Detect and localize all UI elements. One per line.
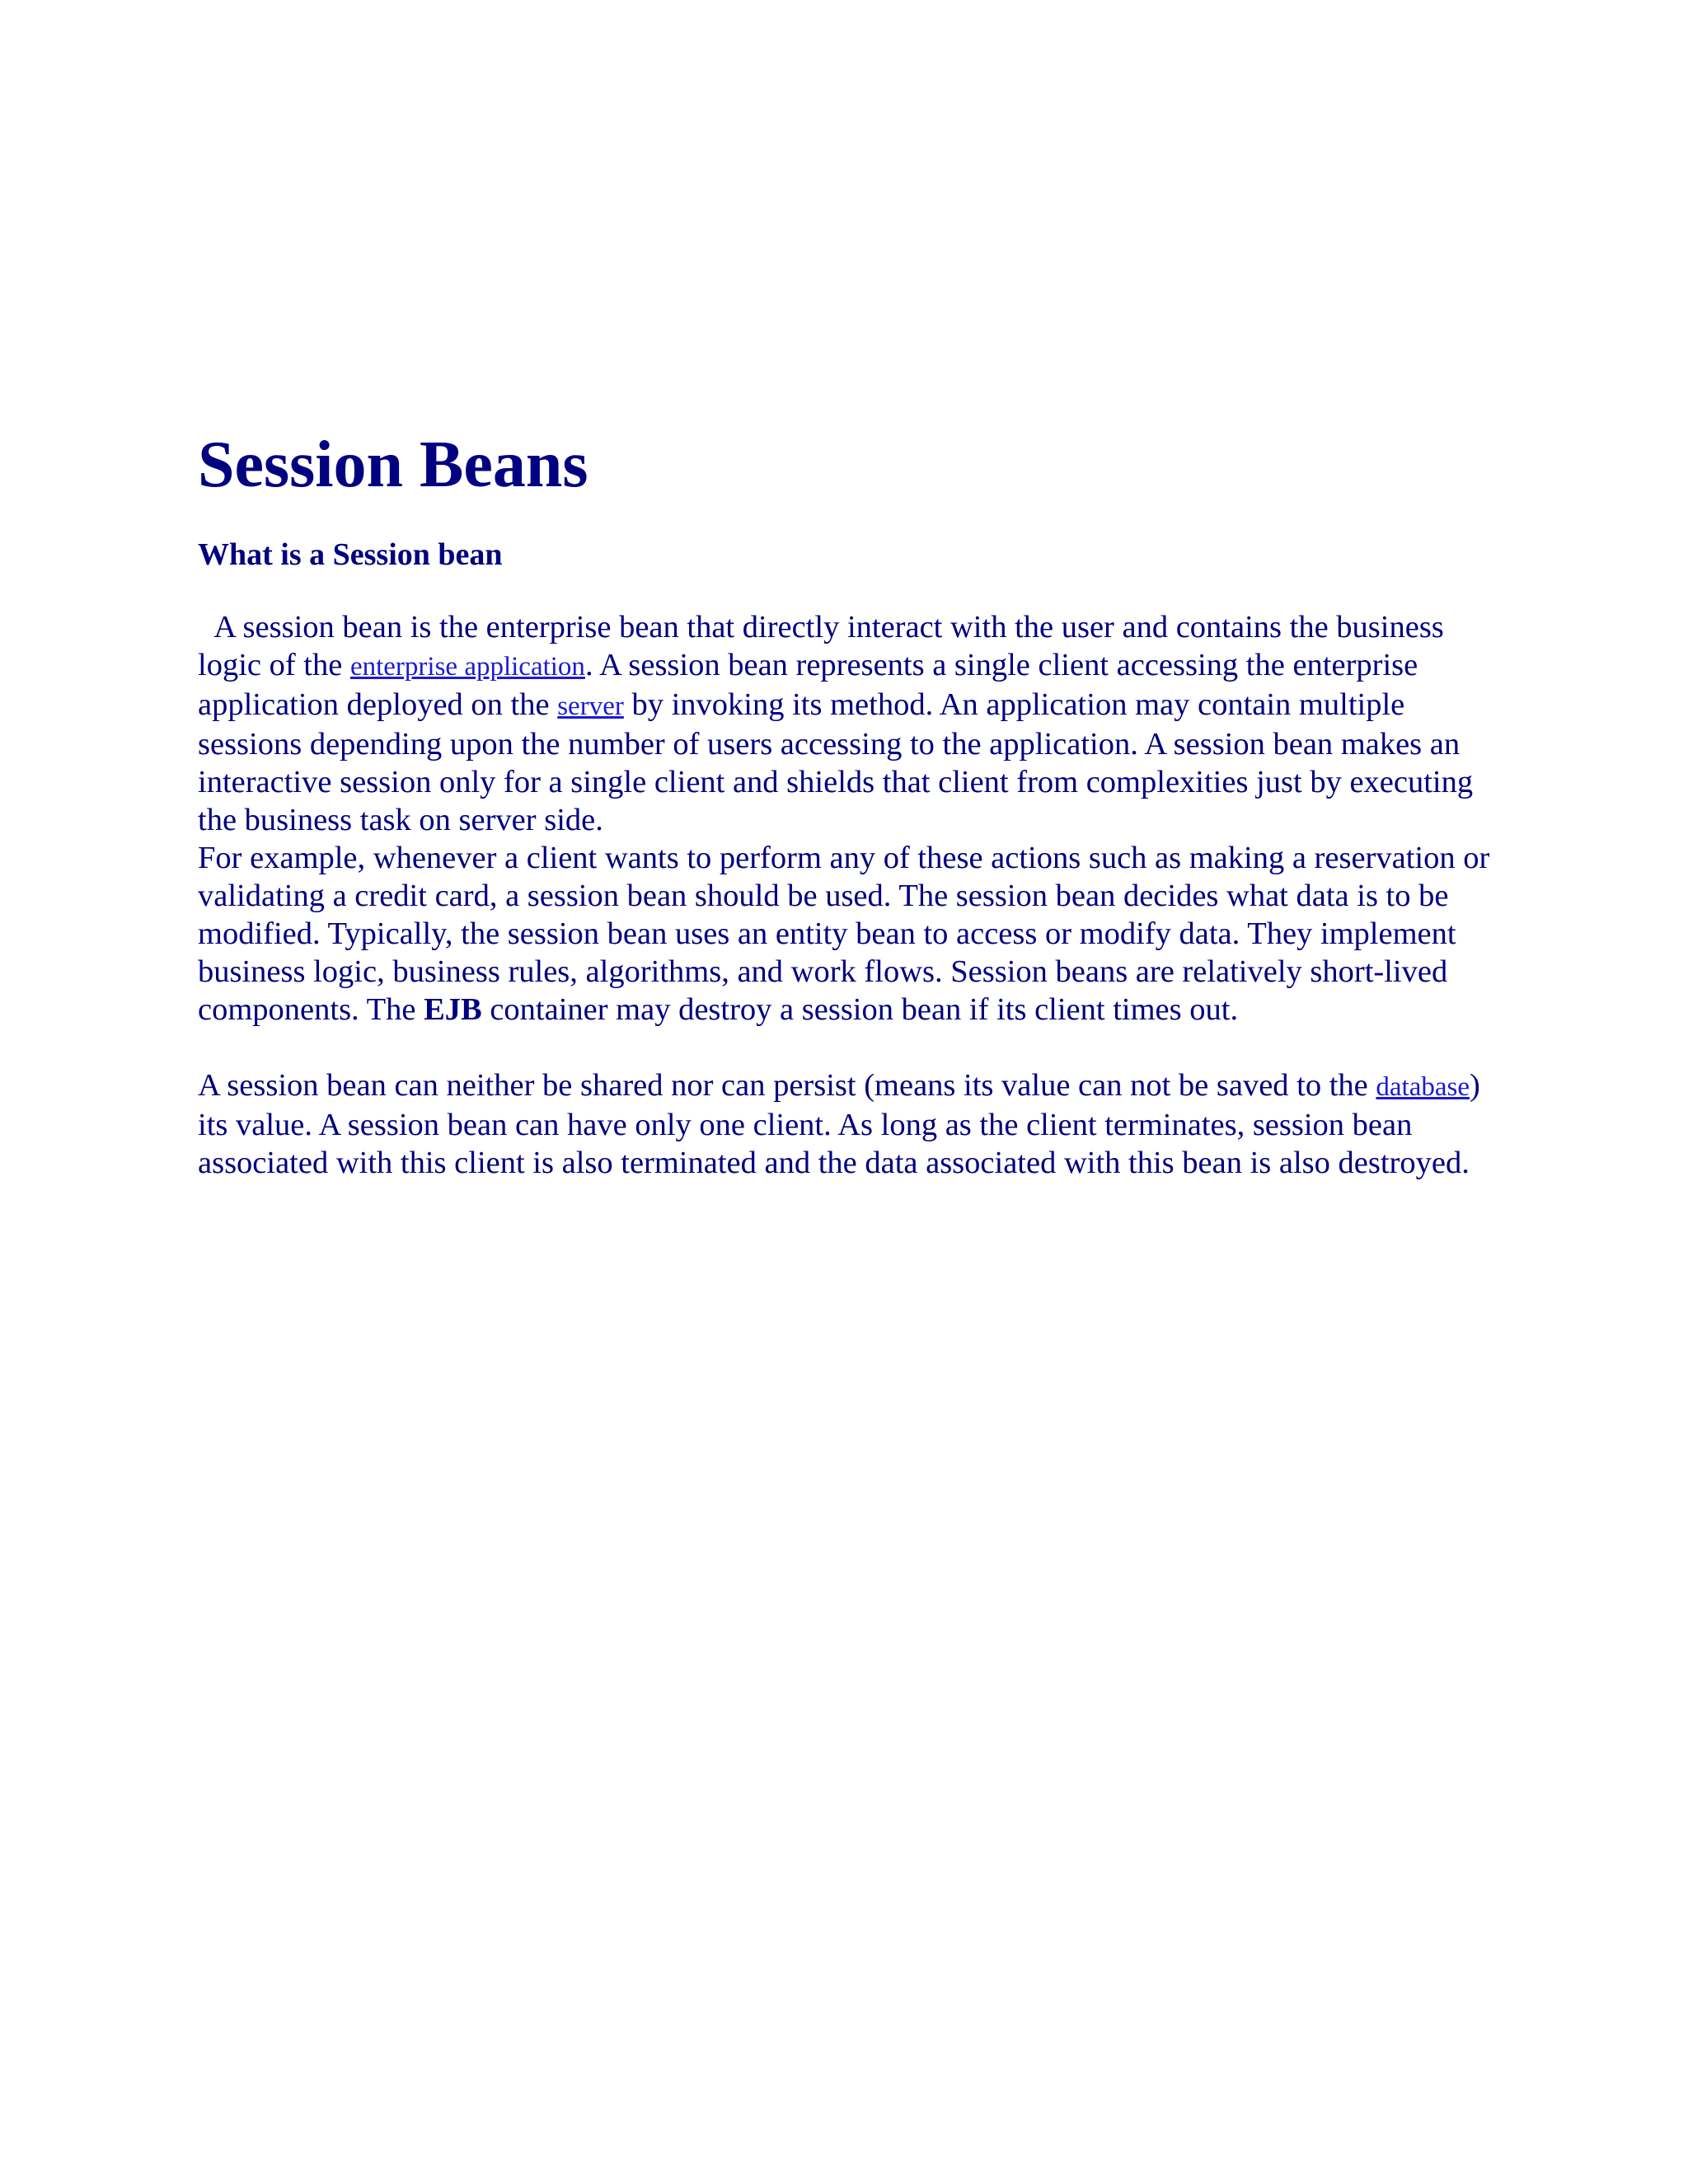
page-title: Session Beans: [198, 429, 588, 501]
ejb-bold-text: EJB: [424, 992, 482, 1027]
server-link[interactable]: server: [557, 691, 624, 721]
enterprise-application-link[interactable]: enterprise application: [349, 652, 585, 682]
paragraph-persistence: [198, 1066, 1500, 1182]
database-link[interactable]: database: [1376, 1072, 1470, 1102]
document-page: [198, 429, 1500, 1182]
paragraph-intro-text-1: A session bean is the enterprise bean that directly interact with the user and contains the business logic of the: [198, 610, 1444, 682]
paragraph-example-text-2: container may destroy a session bean if its client times out.: [481, 992, 1239, 1027]
paragraph-persistence-text-1: A session bean can neither be shared nor can persist (means its value can not be saved to the: [198, 1068, 1376, 1103]
paragraph-intro-text-2: . A session bean represents a single client accessing the enterprise application deployed on the: [198, 648, 1418, 722]
section-heading: What is a Session bean: [198, 537, 503, 572]
paragraph-example: [198, 839, 1500, 1029]
paragraph-persistence-text-2: ) its value. A session bean can have only one client. As long as the client terminates, session bean associated with this client is also terminated and the data associated with this bean is also destroyed.: [198, 1068, 1480, 1180]
paragraph-example-text-1: For example, whenever a client wants to perform any of these actions such as making a reservation or validating a credit card, a session bean should be used. The session bean decides what data is to be modified. Typically, the session bean uses an entity bean to access or modify data. They implement business logic, business rules, algorithms, and work flows. Session beans are relatively short-lived components. The: [198, 841, 1490, 1027]
paragraph-intro-text-3: by invoking its method. An application may contain multiple sessions depending upon the number of users accessing to the application. A session bean makes an interactive session only for a single client and shields that client from complexities just by executing the business task on server side.: [198, 687, 1474, 837]
paragraph-intro: [198, 608, 1500, 839]
